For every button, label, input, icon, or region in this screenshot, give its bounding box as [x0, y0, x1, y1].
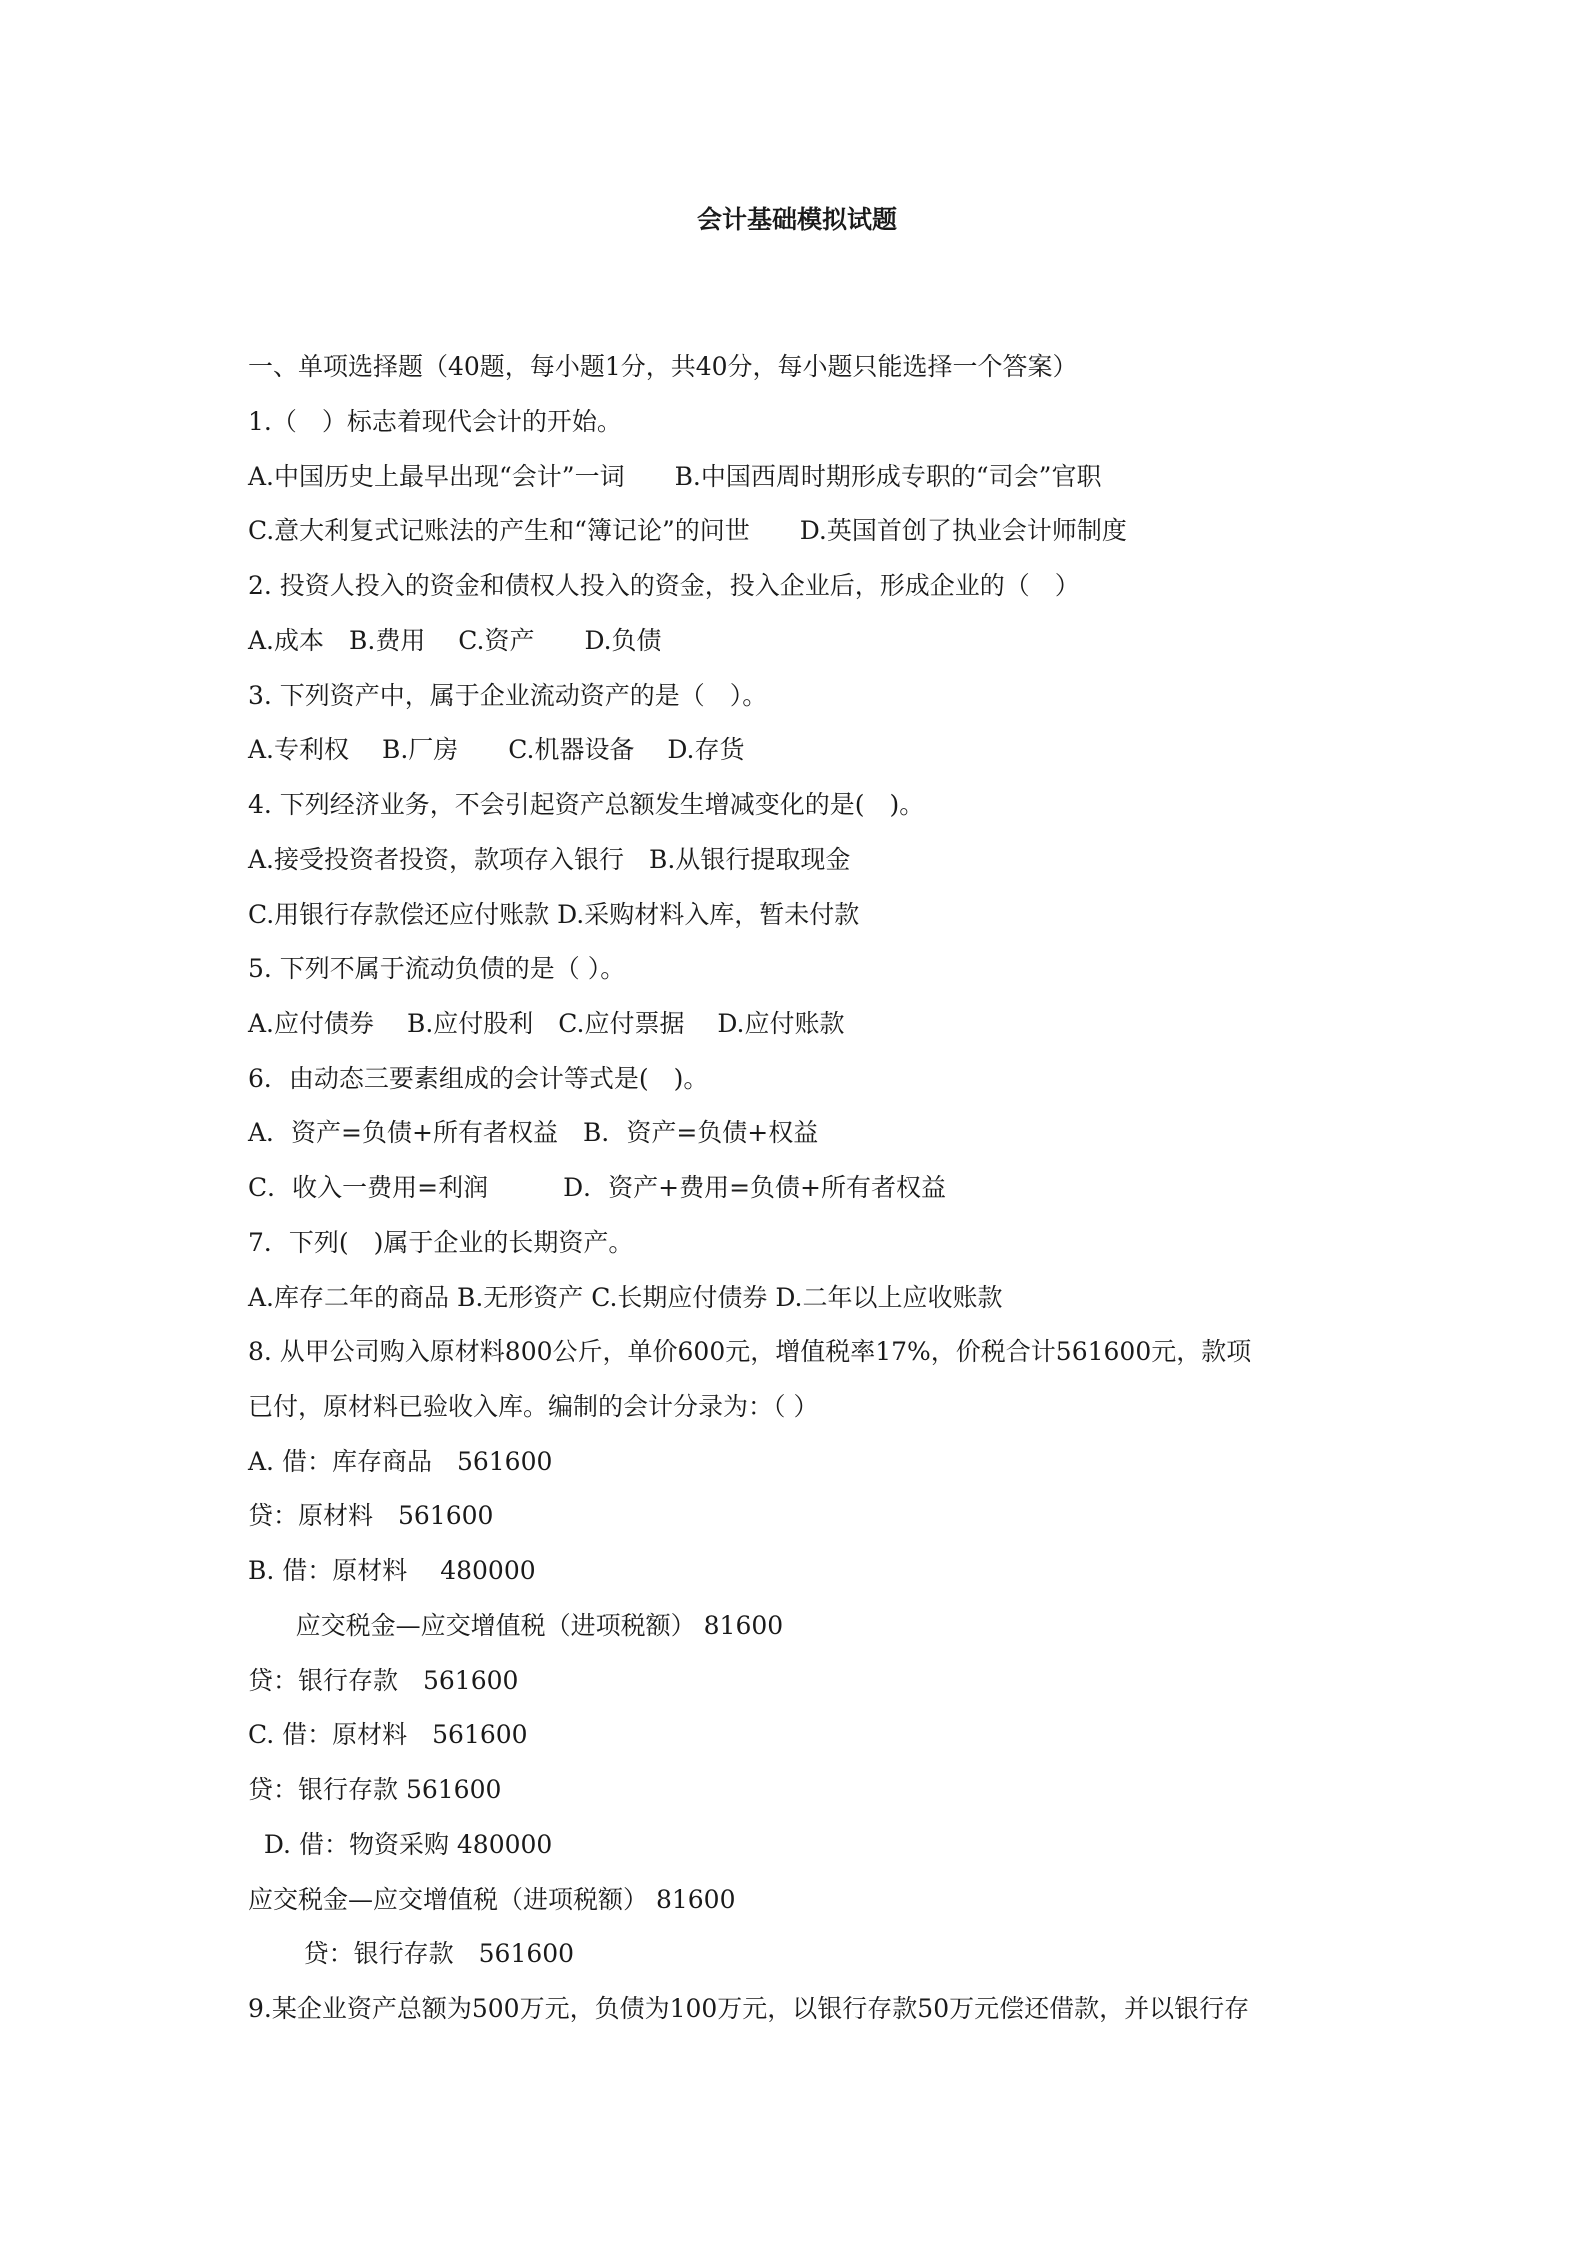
text-line: 贷：银行存款 561600: [248, 1666, 519, 1695]
text-line: A.应付债券 B.应付股利 C.应付票据 D.应付账款: [248, 1009, 845, 1038]
text-line: 贷：银行存款 561600: [248, 1775, 502, 1804]
section-heading: 一、单项选择题（40题，每小题1分，共40分，每小题只能选择一个答案）: [248, 352, 1078, 381]
text-line: 3. 下列资产中，属于企业流动资产的是（ ）。: [248, 681, 768, 710]
text-line: 应交税金—应交增值税（进项税额） 81600: [248, 1611, 784, 1640]
text-line: 应交税金—应交增值税（进项税额） 81600: [248, 1885, 736, 1914]
text-line: 贷：原材料 561600: [248, 1501, 494, 1530]
text-line: 1.（ ）标志着现代会计的开始。: [248, 407, 622, 436]
text-line: 6．由动态三要素组成的会计等式是( )。: [248, 1064, 709, 1093]
text-line: 已付，原材料已验收入库。编制的会计分录为：（ ）: [248, 1392, 819, 1421]
text-line: 8. 从甲公司购入原材料800公斤，单价600元，增值税率17%，价税合计561600元，款项: [248, 1337, 1252, 1366]
text-line: 2. 投资人投入的资金和债权人投入的资金，投入企业后，形成企业的（ ）: [248, 571, 1080, 600]
text-line: D. 借：物资采购 480000: [248, 1830, 553, 1859]
text-line: A.中国历史上最早出现“会计”一词 B.中国西周时期形成专职的“司会”官职: [248, 462, 1102, 491]
text-line: A. 借：库存商品 561600: [248, 1447, 553, 1476]
text-line: A.库存二年的商品 B.无形资产 C.长期应付债券 D.二年以上应收账款: [248, 1283, 1003, 1312]
text-line: C.意大利复式记账法的产生和“簿记论”的问世 D.英国首创了执业会计师制度: [248, 516, 1127, 545]
text-line: B. 借：原材料 480000: [248, 1556, 536, 1585]
text-line: A.接受投资者投资，款项存入银行 B.从银行提取现金: [248, 845, 851, 874]
text-line: A.专利权 B.厂房 C.机器设备 D.存货: [248, 735, 745, 764]
text-line: A．资产=负债+所有者权益 B．资产=负债+权益: [248, 1118, 819, 1147]
document-title: 会计基础模拟试题: [696, 205, 897, 234]
text-line: 4. 下列经济业务，不会引起资产总额发生增减变化的是( )。: [248, 790, 925, 819]
text-line: 7．下列( )属于企业的长期资产。: [248, 1228, 634, 1257]
text-line: A.成本 B.费用 C.资产 D.负债: [248, 626, 662, 655]
text-line: C.用银行存款偿还应付账款 D.采购材料入库，暂未付款: [248, 900, 860, 929]
text-line: C．收入一费用=利润 D．资产+费用=负债+所有者权益: [248, 1173, 946, 1202]
text-line: 5. 下列不属于流动负债的是（ ）。: [248, 954, 626, 983]
text-line: 9.某企业资产总额为500万元，负债为100万元，以银行存款50万元偿还借款，并以银行存: [248, 1994, 1250, 2023]
text-line: C. 借：原材料 561600: [248, 1720, 528, 1749]
text-line: 贷：银行存款 561600: [248, 1939, 575, 1968]
